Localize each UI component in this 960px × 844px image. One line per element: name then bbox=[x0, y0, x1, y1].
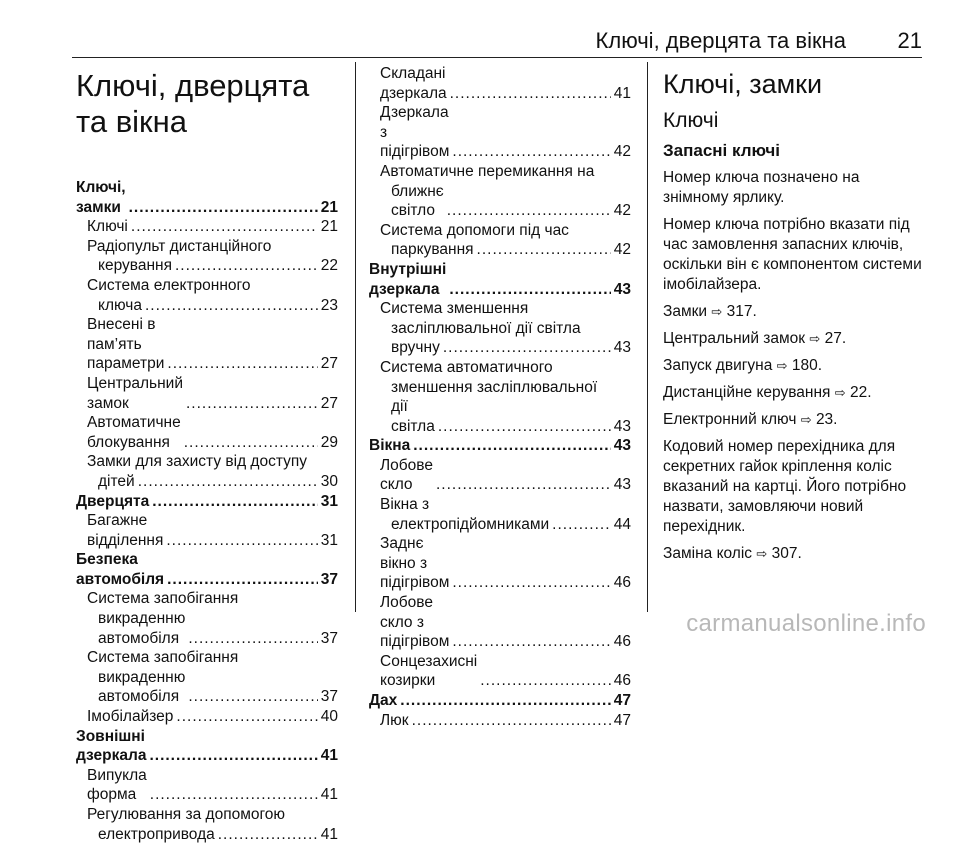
toc-entry-text: засліплювальної дії світла bbox=[391, 319, 581, 337]
toc-leader-dots bbox=[166, 531, 317, 551]
toc-page-number: 37 bbox=[320, 688, 338, 706]
toc-page-number: 41 bbox=[320, 747, 338, 765]
toc-leader-dots bbox=[138, 472, 318, 492]
toc-entry[interactable] bbox=[76, 825, 338, 844]
toc-page-number: 42 bbox=[613, 143, 631, 161]
page-number: 21 bbox=[897, 28, 922, 53]
toc-leader-dots bbox=[412, 711, 611, 731]
toc-leader-dots bbox=[145, 296, 318, 316]
toc-page-number: 42 bbox=[613, 241, 631, 259]
arrow-right-icon: ⇨ bbox=[756, 546, 768, 561]
chapter-title: Ключі, дверцята та вікна bbox=[76, 68, 310, 139]
toc-entry-text: Система зменшення bbox=[380, 300, 529, 318]
toc-entry-text: Система запобігання bbox=[87, 590, 239, 608]
toc-entry[interactable] bbox=[76, 276, 338, 296]
arrow-right-icon: ⇨ bbox=[711, 304, 723, 319]
paragraph-text: Замки bbox=[663, 303, 708, 320]
toc-entry[interactable] bbox=[369, 240, 631, 260]
toc-entry[interactable] bbox=[369, 182, 631, 221]
toc-entry-text: Люк bbox=[380, 711, 409, 729]
toc-entry[interactable] bbox=[369, 378, 631, 398]
toc-leader-dots bbox=[477, 240, 611, 260]
toc-entry[interactable] bbox=[76, 511, 338, 550]
toc-page-number: 21 bbox=[320, 218, 338, 236]
toc-entry[interactable] bbox=[369, 358, 631, 378]
toc-page-number: 40 bbox=[320, 708, 338, 726]
toc-leader-dots bbox=[167, 354, 317, 374]
toc-column-2 bbox=[369, 64, 631, 730]
toc-leader-dots bbox=[443, 338, 611, 358]
toc-entry[interactable] bbox=[76, 805, 338, 825]
toc-entry-text: Безпека автомобіля bbox=[76, 551, 165, 588]
toc-entry-text: Сонцезахисні козирки bbox=[380, 652, 478, 690]
toc-entry[interactable] bbox=[76, 668, 338, 707]
toc-entry[interactable] bbox=[369, 495, 631, 515]
toc-entry-text: Регулювання за допомогою bbox=[87, 806, 286, 823]
toc-entry[interactable] bbox=[369, 515, 631, 535]
toc-entry-text: Дзеркала з підігрівом bbox=[380, 104, 450, 161]
toc-page-number: 23 bbox=[320, 296, 338, 314]
toc-page-number: 31 bbox=[320, 492, 338, 510]
toc-leader-dots bbox=[188, 629, 317, 649]
toc-leader-dots bbox=[452, 573, 610, 593]
toc-entry-text: Лобове скло bbox=[380, 456, 433, 494]
toc-entry-text: вручну bbox=[391, 339, 440, 357]
toc-entry-text: паркування bbox=[391, 241, 474, 259]
toc-entry-text: Дах bbox=[369, 692, 398, 709]
toc-leader-dots bbox=[452, 142, 610, 162]
toc-page-number: 44 bbox=[613, 515, 631, 533]
toc-leader-dots bbox=[400, 691, 610, 711]
toc-entry[interactable] bbox=[76, 315, 338, 374]
toc-leader-dots bbox=[152, 492, 318, 512]
subsubsection-heading: Запасні ключі bbox=[663, 141, 780, 160]
toc-entry[interactable] bbox=[76, 256, 338, 276]
toc-page-number: 46 bbox=[613, 633, 631, 651]
toc-page-number: 37 bbox=[320, 570, 338, 588]
toc-page-number: 43 bbox=[613, 280, 631, 298]
toc-entry-text: Випукла форма bbox=[87, 766, 147, 804]
toc-leader-dots bbox=[150, 785, 318, 805]
paragraph-text: Центральний замок bbox=[663, 330, 806, 347]
page-reference[interactable]: 180. bbox=[791, 357, 823, 374]
toc-leader-dots bbox=[218, 825, 318, 844]
toc-entry-text: Система допомоги під час bbox=[380, 221, 569, 239]
toc-entry-chapter[interactable] bbox=[76, 550, 338, 589]
toc-page-number: 43 bbox=[613, 417, 631, 435]
toc-entry-chapter[interactable] bbox=[76, 727, 338, 766]
page-reference[interactable]: 317. bbox=[726, 303, 757, 320]
toc-page-number: 47 bbox=[613, 692, 631, 709]
toc-entry-text: Внутрішні дзеркала bbox=[369, 260, 447, 298]
toc-leader-dots bbox=[129, 198, 318, 218]
toc-page-number: 47 bbox=[613, 711, 631, 729]
paragraph-text: Електронний ключ bbox=[663, 411, 797, 428]
toc-entry[interactable] bbox=[76, 217, 338, 237]
toc-page-number: 43 bbox=[613, 476, 631, 494]
page-reference[interactable]: 22. bbox=[849, 384, 872, 401]
toc-page-number: 41 bbox=[320, 786, 338, 804]
toc-leader-dots bbox=[480, 671, 611, 691]
toc-page-number: 27 bbox=[320, 394, 338, 412]
toc-entry[interactable] bbox=[76, 374, 338, 413]
toc-entry-text: Автоматичне перемикання на bbox=[380, 162, 595, 180]
toc-entry[interactable] bbox=[369, 534, 631, 593]
toc-page-number: 29 bbox=[320, 433, 338, 451]
toc-entry-text: Вікна bbox=[369, 437, 411, 455]
toc-entry[interactable] bbox=[369, 162, 631, 182]
toc-leader-dots bbox=[184, 433, 318, 453]
cross-reference-line bbox=[663, 383, 925, 403]
toc-entry-chapter[interactable] bbox=[76, 492, 338, 512]
paragraph-text: Дистанційне керування bbox=[663, 384, 831, 401]
toc-entry[interactable] bbox=[76, 609, 338, 648]
subsection-heading: Ключі bbox=[663, 109, 719, 132]
toc-entry-text: дії світла bbox=[391, 398, 435, 435]
toc-page-number: 21 bbox=[320, 198, 338, 216]
toc-page-number: 27 bbox=[320, 355, 338, 373]
paragraph-text: Запуск двигуна bbox=[663, 357, 773, 374]
cross-reference-line bbox=[663, 302, 925, 322]
column-divider bbox=[355, 62, 356, 612]
toc-entry-text: Автоматичне блокування bbox=[87, 414, 181, 451]
content-column bbox=[663, 64, 925, 571]
toc-leader-dots bbox=[186, 394, 318, 414]
toc-entry[interactable] bbox=[369, 64, 631, 103]
toc-entry-text: Ключі, замки bbox=[76, 179, 126, 216]
paragraph-text: Заміна коліс bbox=[663, 545, 753, 562]
toc-entry-chapter[interactable] bbox=[369, 260, 631, 299]
toc-page-number: 37 bbox=[320, 629, 338, 647]
toc-entry[interactable] bbox=[369, 652, 631, 691]
toc-entry[interactable] bbox=[369, 397, 631, 436]
toc-entry-text: викраденню автомобіля bbox=[98, 668, 186, 706]
toc-column-1 bbox=[76, 64, 338, 844]
toc-entry-text: зменшення засліплювальної bbox=[391, 378, 598, 396]
toc-entry-text: дітей bbox=[98, 472, 135, 490]
toc-entry[interactable] bbox=[76, 296, 338, 316]
toc-page-number: 46 bbox=[613, 672, 631, 690]
toc-entry-text: Ключі bbox=[87, 218, 128, 236]
toc-leader-dots bbox=[176, 707, 317, 727]
toc-entry-text: Багажне відділення bbox=[87, 512, 164, 549]
cross-reference-line bbox=[663, 410, 925, 430]
toc-entry-text: Зовнішні дзеркала bbox=[76, 727, 147, 765]
toc-entry-text: Радіопульт дистанційного bbox=[87, 237, 272, 255]
toc-entry-text: керування bbox=[98, 257, 172, 275]
toc-page-number: 41 bbox=[613, 84, 631, 102]
toc-page-number: 41 bbox=[320, 825, 338, 843]
toc-entry-text: Лобове скло з підігрівом bbox=[380, 594, 450, 651]
toc-entry-text: ключа bbox=[98, 296, 142, 314]
toc-page-number: 42 bbox=[613, 202, 631, 220]
toc-entry[interactable] bbox=[369, 456, 631, 495]
toc-list bbox=[76, 178, 338, 844]
page-reference[interactable]: 27. bbox=[824, 330, 847, 347]
toc-entry-chapter[interactable] bbox=[369, 436, 631, 456]
toc-leader-dots bbox=[436, 475, 611, 495]
cross-reference-line bbox=[663, 329, 925, 349]
toc-entry-text: Дверцята bbox=[76, 492, 150, 510]
paragraph bbox=[663, 437, 925, 537]
toc-entry[interactable] bbox=[76, 589, 338, 609]
header-rule bbox=[72, 57, 922, 58]
page-reference[interactable]: 307. bbox=[771, 545, 802, 562]
toc-entry-text: Імобілайзер bbox=[87, 708, 174, 726]
cross-reference-line bbox=[663, 356, 925, 376]
toc-entry-text: електропідйомниками bbox=[391, 515, 550, 533]
toc-entry[interactable] bbox=[76, 237, 338, 257]
paragraph-text: Номер ключа потрібно вказати під час замовлення запасних ключів, оскільки він є компонентом системи імобілайзера. bbox=[663, 216, 922, 293]
toc-entry-text: Система запобігання bbox=[87, 649, 239, 667]
toc-entry[interactable] bbox=[369, 319, 631, 339]
running-header-title: Ключі, дверцята та вікна bbox=[595, 28, 846, 53]
toc-entry-text: Внесені в пам’ять параметри bbox=[87, 316, 165, 373]
paragraph-text: Номер ключа позначено на знімному ярлику. bbox=[663, 169, 860, 206]
toc-entry[interactable] bbox=[76, 707, 338, 727]
toc-leader-dots bbox=[167, 570, 318, 590]
toc-entry[interactable] bbox=[76, 413, 338, 452]
toc-entry-text: ближнє світло bbox=[391, 182, 444, 220]
section-heading: Ключі, замки bbox=[663, 69, 823, 99]
toc-entry-chapter[interactable] bbox=[369, 691, 631, 711]
watermark: carmanualsonline.info bbox=[686, 610, 926, 637]
toc-entry[interactable] bbox=[369, 221, 631, 241]
arrow-right-icon: ⇨ bbox=[809, 331, 821, 346]
paragraph bbox=[663, 215, 925, 295]
toc-entry[interactable] bbox=[369, 593, 631, 652]
toc-leader-dots bbox=[175, 256, 318, 276]
page-reference[interactable]: 23. bbox=[815, 411, 838, 428]
toc-entry[interactable] bbox=[76, 452, 338, 472]
toc-entry-text: Система автоматичного bbox=[380, 358, 553, 376]
toc-entry[interactable] bbox=[369, 338, 631, 358]
toc-entry[interactable] bbox=[76, 766, 338, 805]
toc-entry-text: електропривода bbox=[98, 825, 215, 843]
toc-entry-text: викраденню автомобіля bbox=[98, 610, 186, 647]
toc-entry[interactable] bbox=[369, 711, 631, 731]
arrow-right-icon: ⇨ bbox=[776, 358, 788, 373]
toc-page-number: 22 bbox=[320, 257, 338, 275]
paragraph-text: Кодовий номер перехідника для секретних гайок кріплення коліс вказаний на картці. Його потрібно назвати, замовляючи новий перехідник. bbox=[663, 438, 907, 535]
toc-entry-text: Система електронного bbox=[87, 276, 251, 294]
toc-entry-text: Заднє вікно з підігрівом bbox=[380, 535, 450, 592]
toc-leader-dots bbox=[413, 436, 611, 456]
toc-leader-dots bbox=[552, 515, 611, 535]
arrow-right-icon: ⇨ bbox=[834, 385, 846, 400]
toc-leader-dots bbox=[438, 417, 611, 437]
toc-entry[interactable] bbox=[76, 472, 338, 492]
toc-page-number: 46 bbox=[613, 574, 631, 592]
body-text bbox=[663, 168, 925, 564]
toc-leader-dots bbox=[452, 632, 610, 652]
toc-entry-text: Вікна з bbox=[380, 496, 430, 514]
toc-entry-text: Складані дзеркала bbox=[380, 65, 447, 102]
toc-page-number: 43 bbox=[613, 437, 631, 455]
arrow-right-icon: ⇨ bbox=[800, 412, 812, 427]
toc-entry-text: Замки для захисту від доступу bbox=[87, 453, 307, 471]
column-divider bbox=[647, 62, 648, 612]
paragraph bbox=[663, 168, 925, 208]
toc-entry[interactable] bbox=[369, 103, 631, 162]
toc-page-number: 30 bbox=[320, 472, 338, 490]
toc-leader-dots bbox=[131, 217, 318, 237]
cross-reference-line bbox=[663, 544, 925, 564]
running-header bbox=[0, 28, 960, 54]
toc-entry[interactable] bbox=[369, 299, 631, 319]
toc-leader-dots bbox=[188, 687, 317, 707]
toc-leader-dots bbox=[449, 280, 610, 300]
toc-leader-dots bbox=[450, 84, 611, 104]
toc-page-number: 43 bbox=[613, 339, 631, 357]
toc-entry-text: Центральний замок bbox=[87, 374, 183, 412]
toc-list bbox=[369, 64, 631, 730]
toc-leader-dots bbox=[447, 201, 611, 221]
toc-page-number: 31 bbox=[320, 531, 338, 549]
toc-entry[interactable] bbox=[76, 648, 338, 668]
toc-entry-chapter[interactable] bbox=[76, 178, 338, 217]
toc-leader-dots bbox=[149, 746, 317, 766]
